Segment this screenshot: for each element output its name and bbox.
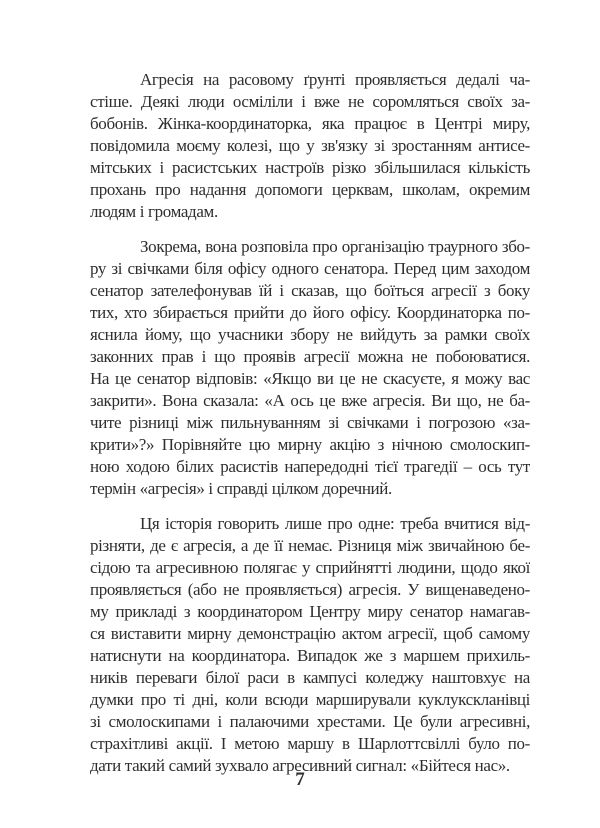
text-line: дати такий самий зухвало агресивний сигнал: «Бійтеся нас». <box>90 756 510 775</box>
text-line: ною ходою білих расистів напередодні тієї трагедії – ось тут <box>90 457 530 476</box>
text-line: проявляється (або не проявляється) агресія. У вищенаведено- <box>90 580 530 599</box>
text-line: людям і громадам. <box>90 202 218 221</box>
text-line: яснила йому, що учасники збору не вийдуть за рамки своїх <box>90 325 530 344</box>
text-line: прохань про надання допомоги церквам, школам, окремим <box>90 180 530 199</box>
text-line: зі смолоскипами і палаючими хрестами. Це були агресивні, <box>90 712 530 731</box>
text-line: термін «агресія» і справді цілком доречний. <box>90 479 392 498</box>
text-line: законних прав і що проявів агресії можна не побоюватися. <box>90 347 530 366</box>
text-line: ру зі свічками біля офісу одного сенатора. Перед цим заходом <box>90 259 530 278</box>
text-line: страхітливі акції. І метою маршу в Шарлоттсвіллі було по- <box>90 734 530 753</box>
paragraph <box>90 513 530 777</box>
text-line: різняти, де є агресія, а де її немає. Різниця між звичайною бе- <box>90 536 530 555</box>
page-body <box>90 69 530 790</box>
text-line: ників переваги білої раси в кампусі коледжу наштовхує на <box>90 668 530 687</box>
text-line: Ця історія говорить лише про одне: треба вчитися від- <box>140 514 530 533</box>
text-line: чите різниці між пильнуванням зі свічками і погрозою «за- <box>90 413 530 432</box>
text-line: му прикладі з координатором Центру миру сенатор намагав- <box>90 602 530 621</box>
paragraph <box>90 69 530 223</box>
text-line: тих, хто збирається прийти до його офісу. Координаторка по- <box>90 303 530 322</box>
paragraph <box>90 236 530 500</box>
text-line: повідомила моєму колезі, що у зв'язку зі зростанням антисе- <box>90 136 530 155</box>
text-line: сідою та агресивною полягає у сприйнятті людини, щодо якої <box>90 558 530 577</box>
text-line: ся виставити мирну демонстрацію актом агресії, щоб самому <box>90 624 530 643</box>
text-line: бобонів. Жінка-координаторка, яка працює в Центрі миру, <box>90 114 530 133</box>
text-line: Зокрема, вона розповіла про організацію траурного збо- <box>140 237 530 256</box>
text-line: стіше. Деякі люди осміліли і вже не соромляться своїх за- <box>90 92 530 111</box>
text-line: думки про ті дні, коли всюди марширували куклукскланівці <box>90 690 530 709</box>
text-line: мітських і расистських настроїв різко збільшилася кількість <box>90 158 530 177</box>
text-line: крити»?» Порівняйте цю мирну акцію з нічною смолоскип- <box>90 435 530 454</box>
text-line: натиснути на координатора. Випадок же з маршем прихиль- <box>90 646 530 665</box>
text-line: закрити». Вона сказала: «А ось це вже агресія. Ви що, не ба- <box>90 391 530 410</box>
page-number: 7 <box>295 769 305 790</box>
text-line: сенатор зателефонував їй і сказав, що боїться агресії з боку <box>90 281 530 300</box>
text-line: Агресія на расовому ґрунті проявляється дедалі ча- <box>140 70 530 89</box>
text-line: На це сенатор відповів: «Якщо ви це не скасуєте, я можу вас <box>90 369 530 388</box>
